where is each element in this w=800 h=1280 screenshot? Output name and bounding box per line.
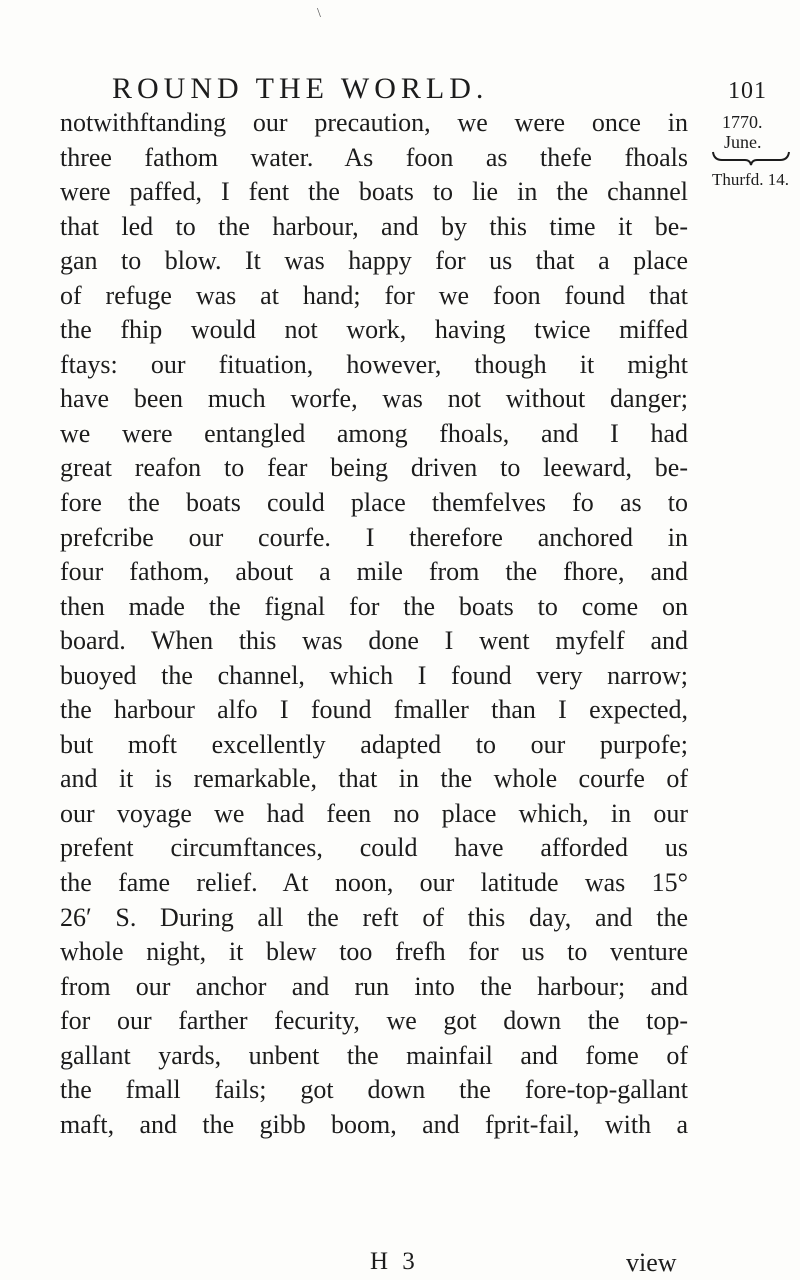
text-line: our voyage we had feen no place which, in our bbox=[60, 798, 688, 828]
text-line: that led to the harbour, and by this time it be- bbox=[60, 211, 688, 241]
text-line: four fathom, about a mile from the fhore, and bbox=[60, 557, 688, 587]
text-line: the fhip would not work, having twice miffed bbox=[60, 315, 688, 345]
footer-line bbox=[0, 1248, 800, 1280]
text-line: three fathom water. As foon as thefe fhoals bbox=[60, 142, 688, 172]
text-line: for our farther fecurity, we got down the top- bbox=[60, 1006, 688, 1036]
margin-month: June. bbox=[724, 132, 762, 152]
text-line: prefent circumftances, could have afforded us bbox=[60, 833, 688, 863]
text-line: prefcribe our courfe. I therefore anchored in bbox=[60, 522, 688, 552]
text-line: but moft excellently adapted to our purpofe; bbox=[60, 729, 688, 759]
text-line: maft, and the gibb boom, and fprit-fail, with a bbox=[60, 1109, 688, 1139]
text-line: of refuge was at hand; for we foon found that bbox=[60, 280, 688, 310]
page-number: 101 bbox=[728, 78, 767, 104]
text-line: the fmall fails; got down the fore-top-gallant bbox=[60, 1075, 688, 1105]
text-line: notwithftanding our precaution, we were once in bbox=[60, 108, 688, 137]
text-line: ftays: our fituation, however, though it might bbox=[60, 349, 688, 379]
text-line: fore the boats could place themfelves fo as to bbox=[60, 488, 688, 518]
text-line: whole night, it blew too frefh for us to venture bbox=[60, 937, 688, 967]
text-line: were paffed, I fent the boats to lie in the channel bbox=[60, 177, 688, 207]
body-text bbox=[60, 106, 688, 1142]
text-line: the harbour alfo I found fmaller than I expected, bbox=[60, 695, 688, 725]
signature-mark: H 3 bbox=[370, 1248, 419, 1275]
text-line: and it is remarkable, that in the whole courfe of bbox=[60, 764, 688, 794]
text-line: 26′ S. During all the reft of this day, and the bbox=[60, 902, 688, 932]
margin-brace-icon bbox=[712, 150, 790, 166]
top-mark: \ bbox=[317, 6, 321, 21]
text-line: buoyed the channel, which I found very narrow; bbox=[60, 660, 688, 690]
running-head bbox=[0, 72, 800, 106]
text-line: gallant yards, unbent the mainfail and fome of bbox=[60, 1040, 688, 1070]
text-line: from our anchor and run into the harbour; and bbox=[60, 971, 688, 1001]
text-line: have been much worfe, was not without danger; bbox=[60, 384, 688, 414]
running-title: ROUND THE WORLD. bbox=[112, 72, 489, 105]
text-line: great reafon to fear being driven to leeward, be- bbox=[60, 453, 688, 483]
catchword: view bbox=[626, 1248, 677, 1277]
text-line: board. When this was done I went myfelf and bbox=[60, 626, 688, 656]
text-line: we were entangled among fhoals, and I had bbox=[60, 418, 688, 448]
margin-year: 1770. bbox=[722, 112, 763, 132]
text-line: then made the fignal for the boats to come on bbox=[60, 591, 688, 621]
text-line: the fame relief. At noon, our latitude was 15° bbox=[60, 868, 688, 898]
margin-day: Thurfd. 14. bbox=[712, 170, 789, 189]
text-line: gan to blow. It was happy for us that a place bbox=[60, 246, 688, 276]
